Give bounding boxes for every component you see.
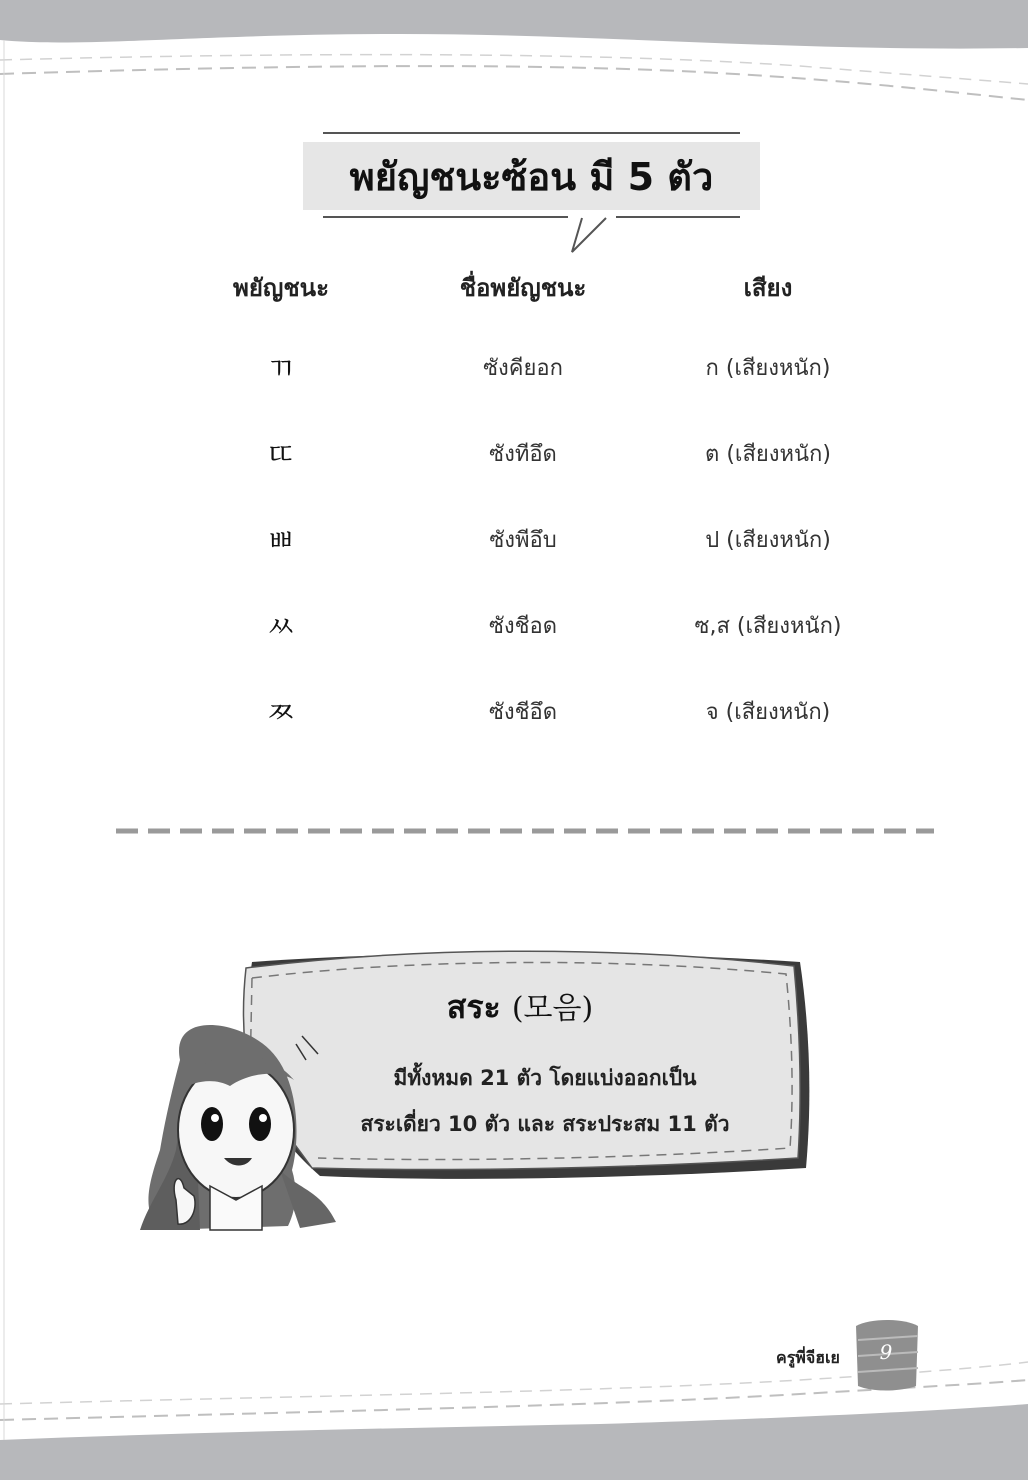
table-row-jamo: ㄸ xyxy=(266,438,296,473)
column-header-consonant: พยัญชนะ xyxy=(233,274,329,302)
table-row-jamo: ㄲ xyxy=(266,352,296,387)
table-row-jamo: ㅆ xyxy=(266,610,296,645)
table-row-jamo: ㅉ xyxy=(266,696,296,731)
table-row-jamo: ㅃ xyxy=(266,524,296,559)
table-row-name: ซังชีอึด xyxy=(488,700,558,725)
table-row-name: ซังชีอด xyxy=(488,614,558,639)
table-row-name: ซังทีอึด xyxy=(489,442,557,467)
table-row-name: ซังคียอก xyxy=(483,356,563,381)
callout-line-1: มีทั้งหมด 21 ตัว โดยแบ่งออกเป็น xyxy=(393,1066,697,1090)
table-row-sound: จ (เสียงหนัก) xyxy=(705,700,831,725)
table-row-sound: ป (เสียงหนัก) xyxy=(705,528,831,553)
table-row-sound: ซ,ส (เสียงหนัก) xyxy=(694,614,842,639)
callout-line-2: สระเดี่ยว 10 ตัว และ สระประสม 11 ตัว xyxy=(360,1112,730,1136)
table-row-sound: ก (เสียงหนัก) xyxy=(705,356,831,381)
table-row-name: ซังพีอึบ xyxy=(489,528,557,553)
page-number: 9 xyxy=(879,1340,893,1364)
callout-title-thai: สระ xyxy=(446,988,501,1026)
section-title: พยัญชนะซ้อน มี 5 ตัว xyxy=(303,142,760,210)
table-row-sound: ต (เสียงหนัก) xyxy=(705,442,831,467)
column-header-name: ชื่อพยัญชนะ xyxy=(459,274,587,302)
callout-title xyxy=(250,982,790,1033)
column-header-sound: เสียง xyxy=(743,274,793,302)
callout-title-korean: (모음) xyxy=(511,991,594,1026)
footer-author: ครูพี่จีฮเย xyxy=(776,1348,840,1367)
